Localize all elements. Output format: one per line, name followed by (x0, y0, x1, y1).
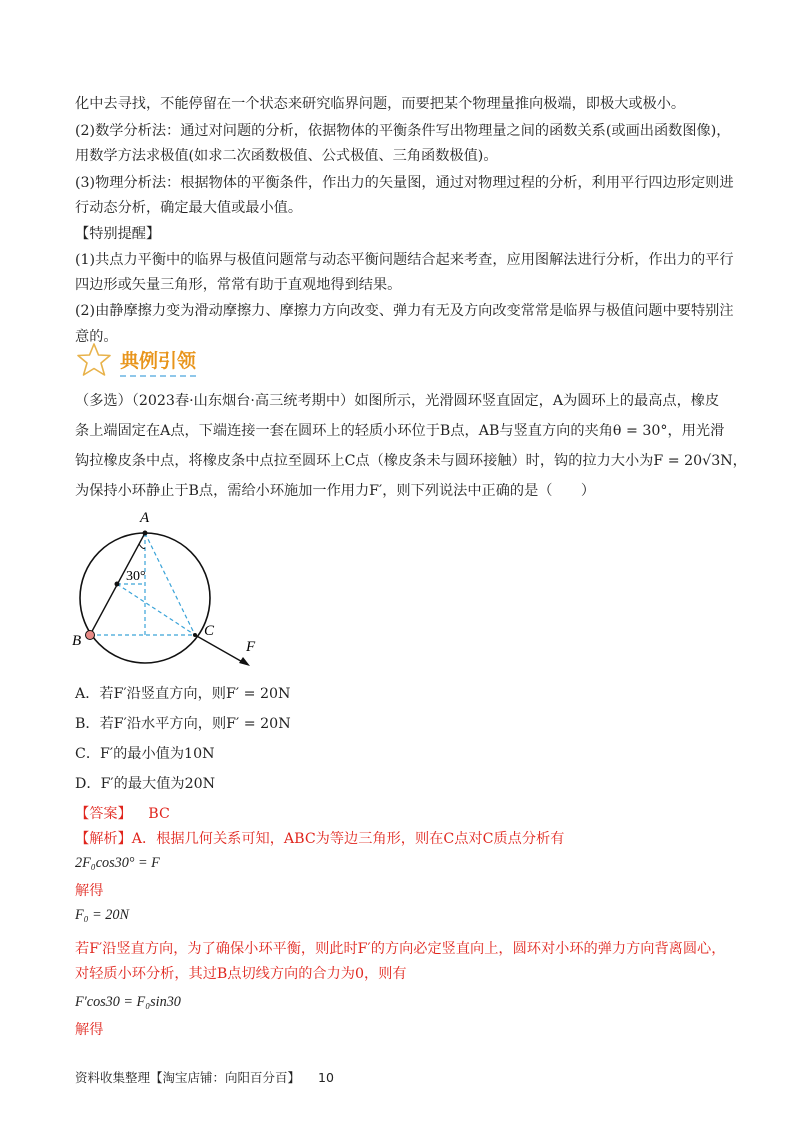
tip-2a: (2)由静摩擦力变为滑动摩擦力、摩擦力方向改变、弹力有无及方向改变常常是临界与极值问题中要特别注 (75, 303, 734, 319)
label-B: B (72, 633, 82, 649)
force-F-arrow (195, 635, 246, 664)
analysis-line-3: 对轻质小环分析，其过B点切线方向的合力为0，则有 (75, 966, 407, 982)
question-line-3: 钩拉橡皮条中点，将橡皮条中点拉至圆环上C点（橡皮条未与圆环接触）时，钩的拉力大小为F = 20√3N， (75, 453, 747, 469)
angle-label: 30° (126, 569, 146, 584)
option-a: A．若F′沿竖直方向，则F′ = 20N (75, 686, 291, 702)
midpoint-to-C-dashed (117, 584, 195, 635)
equation-2: F₀ = 20N (75, 907, 129, 923)
label-A: A (140, 510, 150, 526)
question-line-2: 条上端固定在A点，下端连接一套在圆环上的轻质小环位于B点，AB与竖直方向的夹角θ = 30°，用光滑 (75, 423, 725, 439)
star-icon (75, 342, 113, 378)
jiede-1: 解得 (75, 883, 104, 899)
point-A (143, 531, 148, 536)
page-footer (75, 1068, 334, 1086)
option-c: C．F′的最小值为10N (75, 746, 215, 762)
circle-diagram (70, 508, 280, 673)
answer-row (75, 804, 170, 824)
section-heading (75, 340, 275, 382)
intro-line-4: (3)物理分析法：根据物体的平衡条件，作出力的矢量图，通过对物理过程的分析，利用平行四边形定则进 (75, 175, 734, 191)
equation-3: F′cos30 = F₀sin30 (75, 994, 181, 1010)
label-F: F (246, 639, 256, 655)
footer-source: 资料收集整理【淘宝店铺：向阳百分百】 (75, 1070, 301, 1085)
tip-1a: (1)共点力平衡中的临界与极值问题常与动态平衡问题结合起来考查，应用图解法进行分析，作出力的平行 (75, 252, 734, 268)
intro-line-5: 行动态分析，确定最大值或最小值。 (75, 200, 303, 216)
midpoint (115, 582, 120, 587)
answer-value: BC (148, 806, 170, 822)
page-number: 10 (318, 1070, 334, 1085)
question-line-4: 为保持小环静止于B点，需给小环施加一作用力F′，则下列说法中正确的是（ ） (75, 483, 596, 499)
force-F-arrowhead (239, 657, 250, 666)
option-d: D．F′的最大值为20N (75, 776, 216, 792)
option-b: B．若F′沿水平方向，则F′ = 20N (75, 716, 291, 732)
answer-label: 【答案】 (75, 806, 132, 822)
label-C: C (204, 623, 215, 639)
intro-line-1: 化中去寻找，不能停留在一个状态来研究临界问题，而要把某个物理量推向极端，即极大或极小。 (75, 96, 686, 112)
analysis-row (75, 829, 564, 849)
question-line-1: （多选）（2023春·山东烟台·高三统考期中）如图所示，光滑圆环竖直固定，A为圆环上的最高点，橡皮 (75, 393, 720, 409)
tip-1b: 四边形或矢量三角形，常常有助于直观地得到结果。 (75, 277, 402, 293)
section-heading-text: 典例引领 (120, 346, 196, 377)
analysis-line-2: 若F′沿竖直方向，为了确保小环平衡，则此时F′的方向必定竖直向上，圆环对小环的弹力方向背离圆心， (75, 941, 726, 957)
analysis-line-1: A．根据几何关系可知，ABC为等边三角形，则在C点对C质点分析有 (131, 831, 565, 847)
angle-arc (139, 544, 145, 549)
equation-1: 2F₀cos30° = F (75, 855, 160, 871)
intro-line-2: (2)数学分析法：通过对问题的分析，依据物体的平衡条件写出物理量之间的函数关系(或画出函数图像)， (75, 123, 731, 139)
jiede-2: 解得 (75, 1022, 104, 1038)
intro-line-3: 用数学方法求极值(如求二次函数极值、公式极值、三角函数极值)。 (75, 148, 498, 164)
tip-2b: 意的。 (75, 329, 118, 345)
analysis-label: 【解析】 (75, 831, 132, 847)
small-ring-B (86, 631, 95, 640)
tip-title: 【特别提醒】 (75, 226, 161, 242)
